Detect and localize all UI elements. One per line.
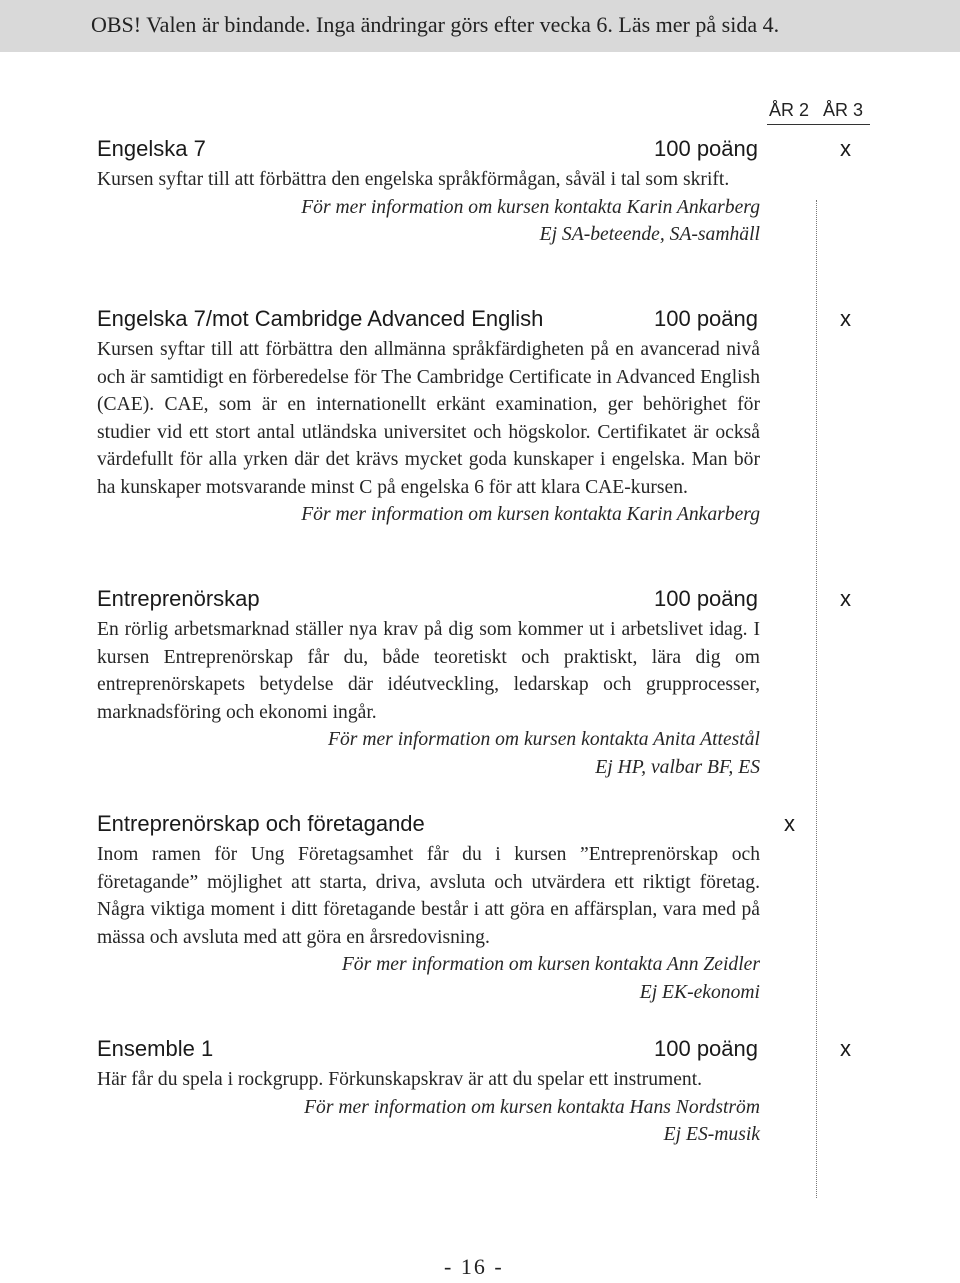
page-number: - 16 - — [444, 1254, 504, 1279]
restriction-info: Ej EK-ekonomi — [639, 981, 760, 1003]
year3-mark: x — [840, 586, 851, 611]
course-description: Inom ramen för Ung Företagsamhet får du i kursen ”Entreprenörskap och företagande” möjlighet att starta, driva, avsluta och utvärdera ett riktigt företag. Några viktiga moment i ditt företagande består i att göra en affärsplan, vara med på mässa och avsluta med att göra en årsredovisning. — [97, 844, 760, 948]
contact-info: För mer information om kursen kontakta Karin Ankarberg — [301, 504, 760, 525]
course-title: Engelska 7/mot Cambridge Advanced English — [97, 306, 544, 331]
course-description: Kursen syftar till att förbättra den allmänna språkfärdigheten på en avancerad nivå och är samtidigt en förberedelse för The Cambridge Certificate in Advanced English (CAE). CAE, som är en internationellt erkänt examination, ger behörighet för studier vid ett stort antal utländska universitet och högskolor. Certifikatet är också värdefullt för alla yrken där det krävs mycket goda kunskaper i engelska. Man bör ha kunskaper motsvarande minst C på engelska 6 för att klara CAE-kursen. — [97, 339, 760, 498]
course-points: 100 poäng — [654, 136, 758, 161]
column-divider — [816, 200, 817, 1198]
course-description: Kursen syftar till att förbättra den engelska språkförmågan, såväl i tal som skrift. — [97, 169, 730, 190]
restriction-info: Ej SA-beteende, SA-samhäll — [539, 224, 760, 245]
year3-mark: x — [840, 306, 851, 331]
course-ensemble-1 — [97, 1036, 760, 1149]
course-description: Här får du spela i rockgrupp. Förkunskapskrav är att du spelar ett instrument. — [97, 1069, 703, 1090]
course-title: Engelska 7 — [97, 136, 206, 161]
course-engelska-7 — [97, 136, 760, 249]
course-points: 100 poäng — [654, 306, 758, 331]
course-title: Entreprenörskap — [97, 586, 260, 611]
course-description: En rörlig arbetsmarknad ställer nya krav på dig som kommer ut i arbetslivet idag. I kursen Entreprenörskap får du, både teoretiskt och praktiskt, lära dig om entreprenörskapets betydelse där idéutveckling, ledarskap och grupprocesser, marknadsföring och ekonomi ingår. — [97, 619, 760, 723]
course-title: Ensemble 1 — [97, 1036, 214, 1061]
column-header-year3: ÅR 3 — [823, 100, 864, 120]
year2-mark: x — [784, 811, 795, 836]
restriction-info: Ej HP, valbar BF, ES — [595, 756, 760, 778]
course-points: 100 poäng — [654, 1036, 758, 1061]
header-underline — [767, 124, 870, 125]
year3-mark: x — [840, 136, 851, 161]
notice-text: OBS! Valen är bindande. Inga ändringar görs efter vecka 6. Läs mer på sida 4. — [91, 12, 780, 37]
course-points: 100 poäng — [654, 586, 758, 611]
contact-info: För mer information om kursen kontakta Hans Nordström — [304, 1096, 760, 1118]
restriction-info: Ej ES-musik — [663, 1124, 760, 1145]
contact-info: För mer information om kursen kontakta Anita Attestål — [328, 729, 760, 750]
year3-mark: x — [840, 1036, 851, 1061]
course-engelska-7-cae — [97, 306, 760, 529]
contact-info: För mer information om kursen kontakta Karin Ankarberg — [301, 196, 760, 218]
course-entreprenorskap — [97, 586, 760, 781]
course-entreprenorskap-foretagande — [97, 811, 760, 1006]
contact-info: För mer information om kursen kontakta Ann Zeidler — [341, 954, 760, 975]
course-title: Entreprenörskap och företagande — [97, 811, 425, 836]
notice-banner — [0, 0, 960, 52]
column-header-year2: ÅR 2 — [769, 100, 810, 120]
